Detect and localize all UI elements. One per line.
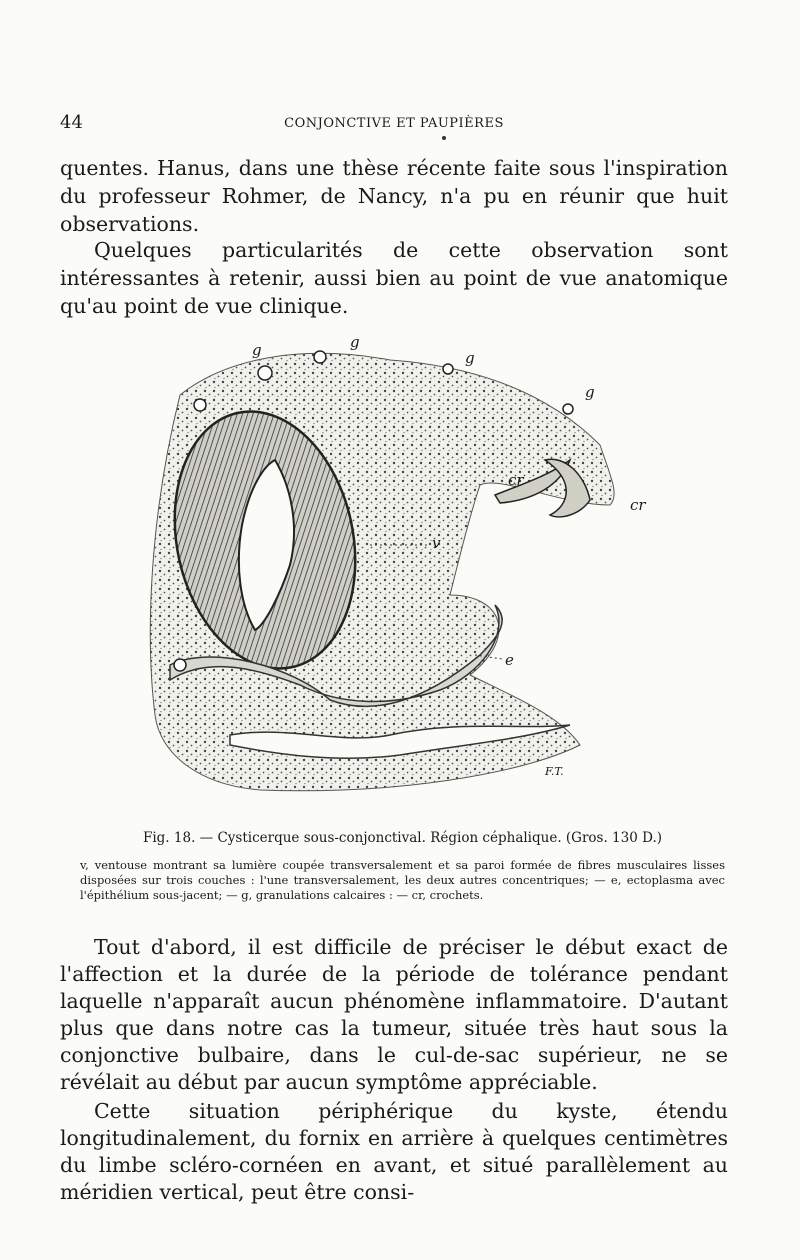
granule [258,366,272,380]
page-number: 44 [60,112,83,133]
paragraph-1: quentes. Hanus, dans une thèse récente faite sous l'inspiration du professeur Rohmer, de Nancy, n'a pu en réunir que huit observations. [60,156,728,236]
granule [443,364,453,374]
histology-figure [140,333,646,815]
granule [194,399,206,411]
label-v: v [432,534,441,552]
granule [314,351,326,363]
figure-caption: Fig. 18. — Cysticerque sous-conjonctival. Région céphalique. (Gros. 130 D.) [142,830,663,846]
paragraph-4: Cette situation périphérique du kyste, étendu longitudinalement, du fornix en arrière à quelques centimètres du limbe scléro-cornéen en avant, et situé parallèlement au méridien vertical, peut être consi- [60,1099,728,1204]
figure-legend: v, ventouse montrant sa lumière coupée transversalement et sa paroi formée de fibres musculaires lisses disposées sur trois couches : l'une transversalement, les deux autres concentriques; — e, ectoplasma avec l'épithélium sous-jacent; — g, granulations calcaires : — cr, crochets. [80,858,725,902]
running-head: CONJONCTIVE ET PAUPIÈRES [284,116,504,131]
label-g3: g [465,349,475,367]
granule [174,659,186,671]
label-g1: g [252,341,262,359]
label-cr2: cr [630,496,646,514]
paragraph-2: Quelques particularités de cette observation sont intéressantes à retenir, aussi bien au point de vue anatomique qu'au point de vue clinique. [60,238,728,318]
label-cr1: cr [508,471,524,489]
label-e: e [505,651,514,669]
label-g4: g [585,383,595,401]
label-g2: g [350,333,360,351]
page-header [60,112,728,140]
header-dot [442,136,446,140]
granule [563,404,573,414]
paragraph-3: Tout d'abord, il est difficile de préciser le début exact de l'affection et la durée de la période de tolérance pendant laquelle n'apparaît aucun phénomène inflammatoire. D'autant plus que dans notre cas la tumeur, située très haut sous la conjonctive bulbaire, dans le cul-de-sac supérieur, ne se révélait au début par aucun symptôme appréciable. [60,935,728,1094]
label-signature: F.T. [545,765,564,778]
